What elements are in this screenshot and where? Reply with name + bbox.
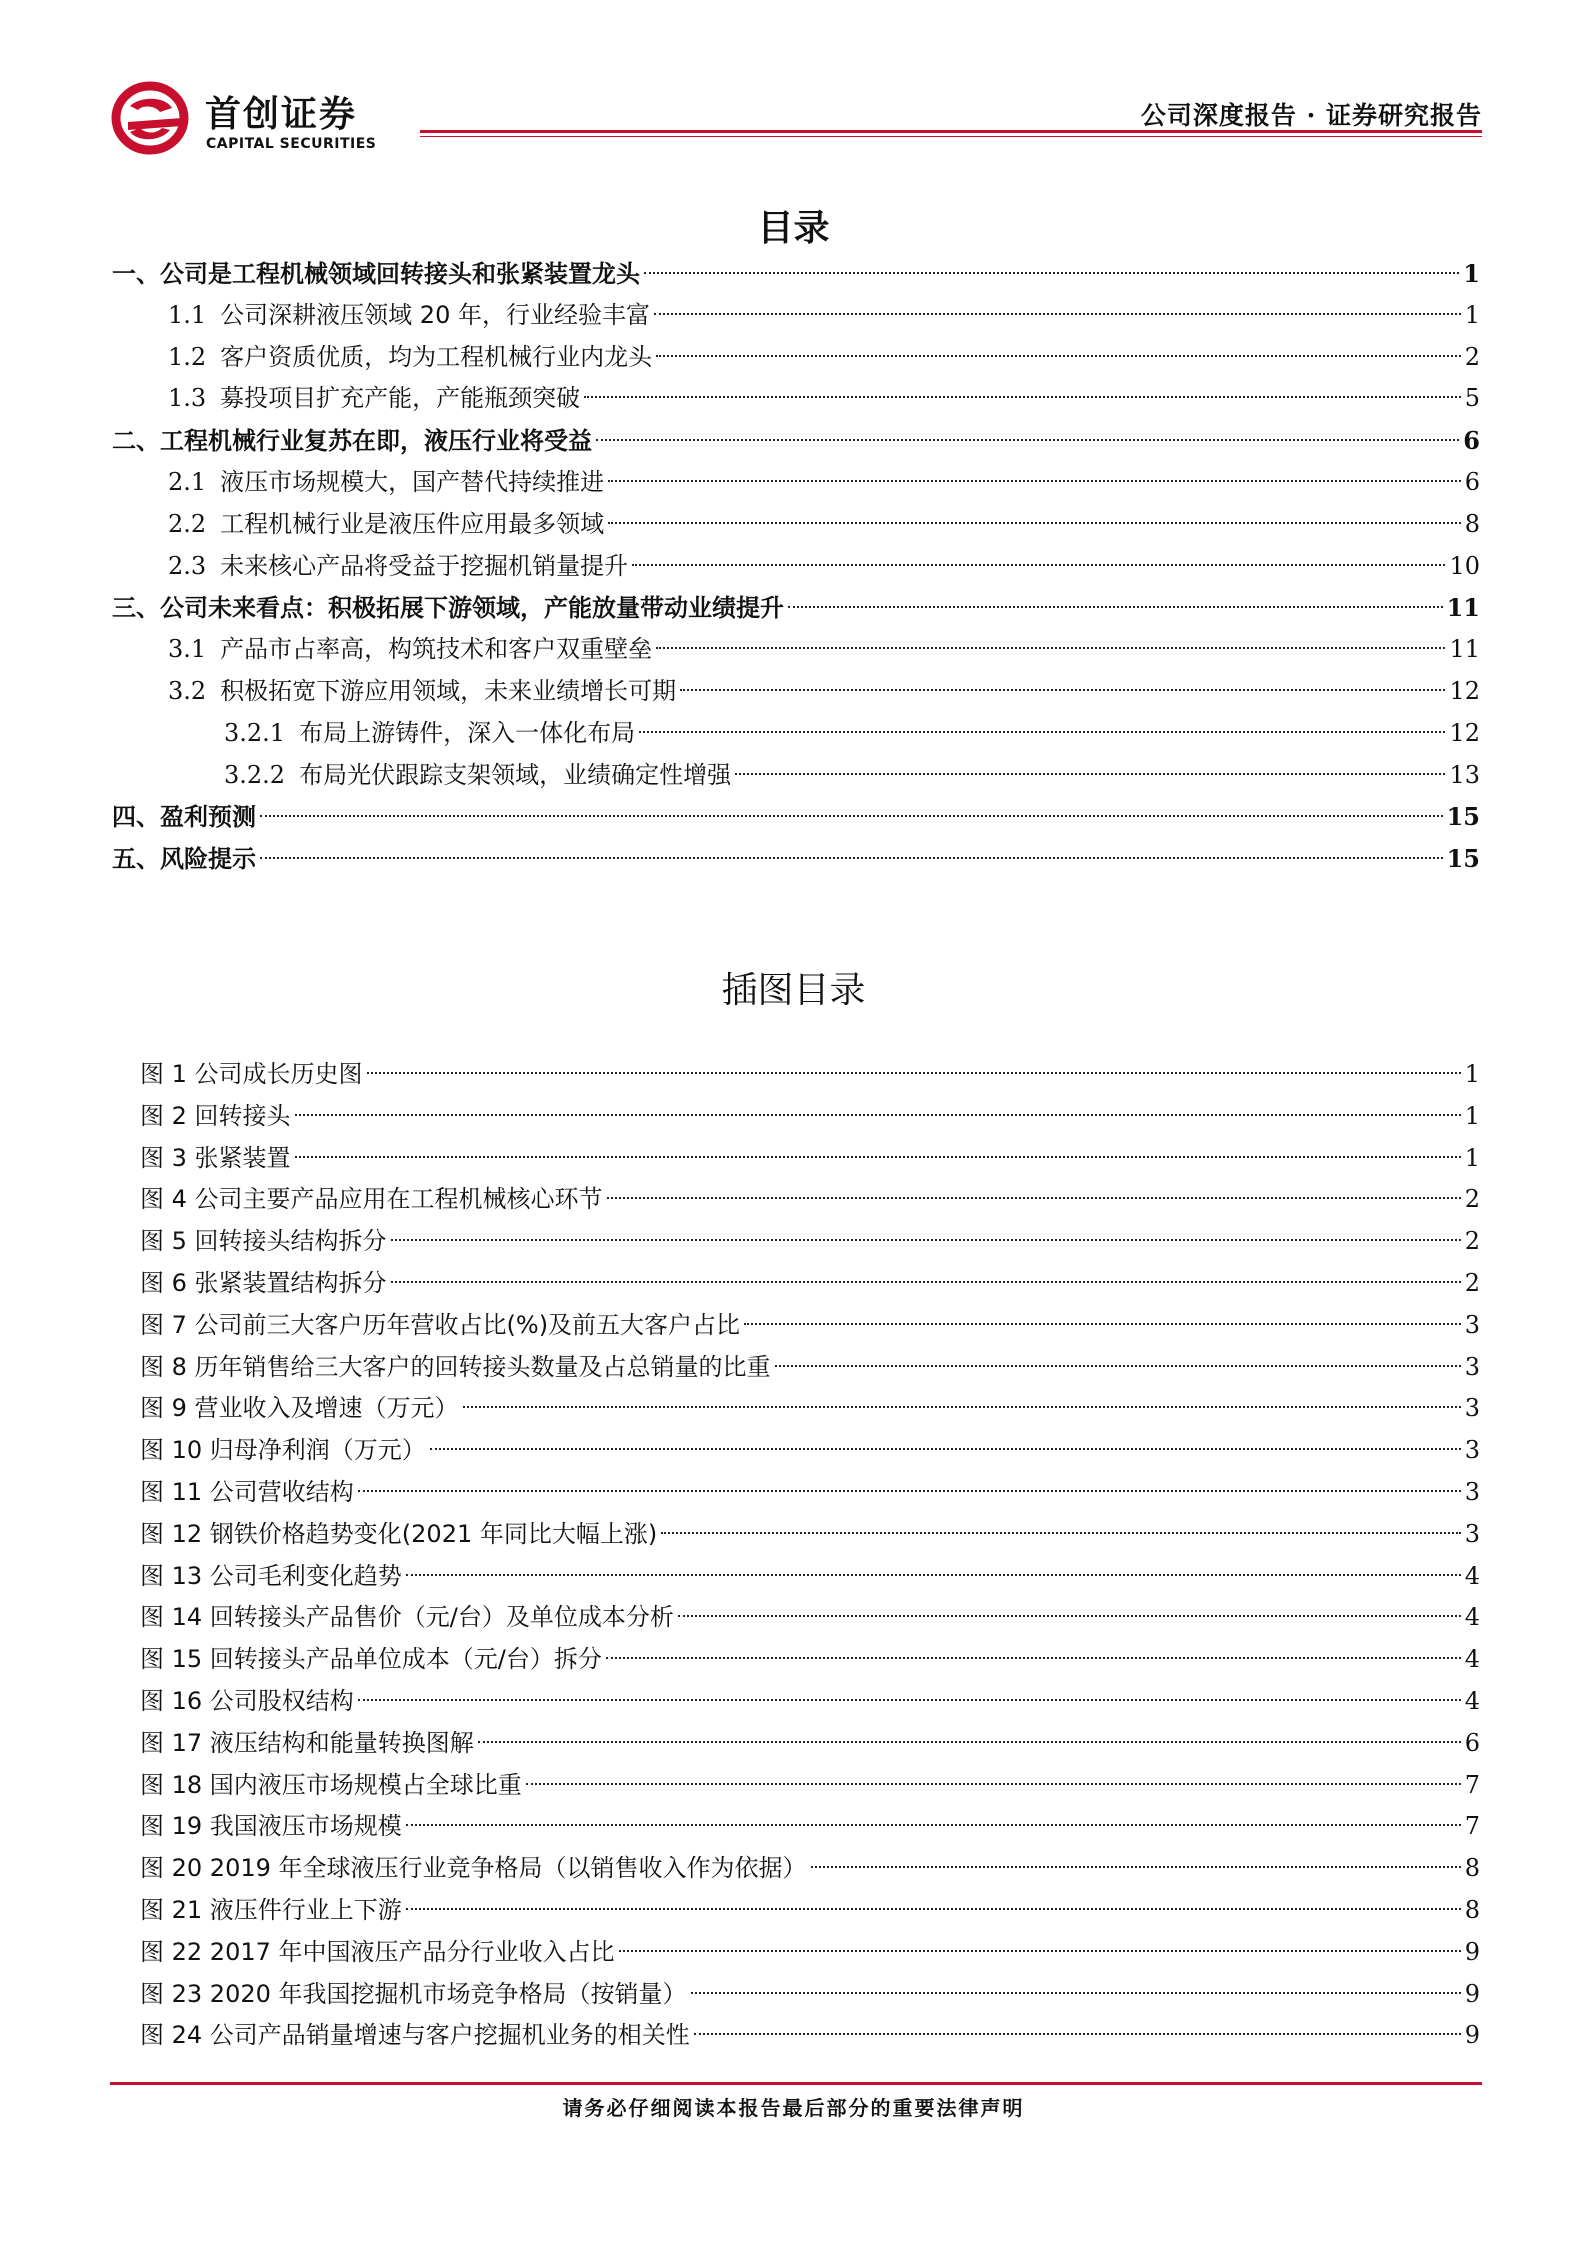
toc-entry[interactable] <box>112 671 1480 713</box>
dot-leader <box>584 396 1461 398</box>
toc-entry-text: 液压市场规模大，国产替代持续推进 <box>220 467 605 496</box>
dot-leader <box>691 1992 1461 1994</box>
figure-list <box>140 1054 1480 2057</box>
dot-leader <box>775 1365 1461 1367</box>
toc-entry-page: 13 <box>1449 760 1480 789</box>
dot-leader <box>391 1281 1461 1283</box>
toc-entry-text: 盈利预测 <box>160 803 256 832</box>
figure-entry[interactable] <box>140 1054 1480 1096</box>
toc-entry-page: 15 <box>1446 802 1480 832</box>
figure-entry-page: 1 <box>1464 1101 1480 1130</box>
toc-entry-number: 2.3 <box>168 551 207 580</box>
figure-entry-page: 7 <box>1464 1812 1480 1841</box>
toc-title: 目录 <box>757 208 830 249</box>
dot-leader <box>632 564 1445 566</box>
figure-entry[interactable] <box>140 1263 1480 1305</box>
figure-entry-label: 图 9 营业收入及增速（万元） <box>140 1394 459 1423</box>
dot-leader <box>295 1156 1461 1158</box>
toc-entry-page: 8 <box>1464 509 1480 538</box>
toc-entry-page: 11 <box>1449 635 1480 664</box>
toc-entry-number: 1.1 <box>168 300 207 329</box>
toc-entry-number: 1.2 <box>168 342 207 371</box>
report-type-label: 公司深度报告 · 证券研究报告 <box>1140 101 1482 130</box>
figure-entry-label: 图 5 回转接头结构拆分 <box>140 1227 387 1256</box>
header-divider-thin <box>420 136 1482 137</box>
figure-entry[interactable] <box>140 1305 1480 1347</box>
dot-leader <box>644 272 1459 274</box>
toc-entry[interactable] <box>112 253 1480 295</box>
toc-entry-text: 公司深耕液压领域 20 年，行业经验丰富 <box>220 300 650 329</box>
figure-entry[interactable] <box>140 1765 1480 1807</box>
figure-entry-label: 图 22 2017 年中国液压产品分行业收入占比 <box>140 1937 615 1966</box>
figure-entry[interactable] <box>140 1890 1480 1932</box>
logo-chinese-name: 首创证券 <box>205 94 358 135</box>
toc-entry-number: 2.1 <box>168 467 207 496</box>
figure-entry-label: 图 20 2019 年全球液压行业竞争格局（以销售收入作为依据） <box>140 1854 807 1883</box>
figure-entry-label: 图 15 回转接头产品单位成本（元/台）拆分 <box>140 1645 602 1674</box>
toc-entry[interactable] <box>112 587 1480 629</box>
toc-entry-text: 公司是工程机械领域回转接头和张紧装置龙头 <box>160 260 640 288</box>
toc-entry-number: 五、 <box>112 845 160 874</box>
capital-securities-logo-icon <box>110 78 200 158</box>
dot-leader <box>526 1783 1461 1785</box>
toc-entry-text: 客户资质优质，均为工程机械行业内龙头 <box>220 342 653 371</box>
figure-entry[interactable] <box>140 2015 1480 2057</box>
dot-leader <box>656 647 1445 649</box>
figure-entry-page: 3 <box>1464 1352 1480 1381</box>
dot-leader <box>596 439 1459 441</box>
dot-leader <box>406 1574 1461 1576</box>
dot-leader <box>694 2033 1461 2035</box>
toc-entry-text: 工程机械行业复苏在即，液压行业将受益 <box>160 427 592 456</box>
toc-entry-page: 6 <box>1463 426 1480 456</box>
dot-leader <box>680 689 1445 691</box>
toc-entry-number: 3.2 <box>168 676 207 705</box>
figure-entry[interactable] <box>140 1597 1480 1639</box>
dot-leader <box>463 1406 1461 1408</box>
toc-entry[interactable] <box>112 504 1480 546</box>
figure-entry-label: 图 8 历年销售给三大客户的回转接头数量及占总销量的比重 <box>140 1352 771 1381</box>
figure-entry-label: 图 11 公司营收结构 <box>140 1477 354 1506</box>
figure-entry-label: 图 12 钢铁价格趋势变化(2021 年同比大幅上涨) <box>140 1519 658 1548</box>
figure-entry[interactable] <box>140 1430 1480 1472</box>
toc-entry-text: 工程机械行业是液压件应用最多领域 <box>220 509 605 538</box>
figure-entry-page: 9 <box>1464 1979 1480 2008</box>
figure-entry-page: 3 <box>1464 1310 1480 1339</box>
figure-entry-label: 图 4 公司主要产品应用在工程机械核心环节 <box>140 1185 603 1214</box>
dot-leader <box>406 1908 1461 1910</box>
figure-entry-page: 9 <box>1464 2021 1480 2050</box>
toc-entry-text: 募投项目扩充产能，产能瓶颈突破 <box>220 384 581 413</box>
dot-leader <box>478 1741 1461 1743</box>
dot-leader <box>661 1532 1460 1534</box>
toc-entry[interactable] <box>112 713 1480 755</box>
toc-entry-page: 5 <box>1464 384 1480 413</box>
legal-disclaimer: 请务必仔细阅读本报告最后部分的重要法律声明 <box>562 2096 1025 2120</box>
dot-leader <box>744 1323 1461 1325</box>
toc-entry-text: 积极拓宽下游应用领域，未来业绩增长可期 <box>220 676 677 705</box>
figure-entry-page: 4 <box>1464 1603 1480 1632</box>
figure-entry-page: 1 <box>1464 1060 1480 1088</box>
toc-entry-number: 3.1 <box>168 635 207 664</box>
table-of-contents <box>112 253 1480 880</box>
toc-entry-text: 布局上游铸件，深入一体化布局 <box>299 718 636 747</box>
figure-entry-page: 4 <box>1464 1645 1480 1674</box>
toc-entry-page: 12 <box>1449 676 1480 705</box>
toc-entry-number: 2.2 <box>168 509 207 538</box>
figure-entry-label: 图 23 2020 年我国挖掘机市场竞争格局（按销量） <box>140 1979 687 2008</box>
dot-leader <box>367 1072 1461 1074</box>
footer-divider <box>110 2082 1482 2085</box>
dot-leader <box>391 1239 1461 1241</box>
figure-entry-label: 图 19 我国液压市场规模 <box>140 1812 402 1841</box>
toc-entry[interactable] <box>112 629 1480 671</box>
dot-leader <box>358 1699 1461 1701</box>
figure-entry-label: 图 21 液压件行业上下游 <box>140 1895 402 1924</box>
figure-entry[interactable] <box>140 1388 1480 1430</box>
figure-entry[interactable] <box>140 1221 1480 1263</box>
toc-entry-page: 6 <box>1464 467 1480 496</box>
dot-leader <box>260 857 1443 859</box>
dot-leader <box>606 1657 1461 1659</box>
figure-entry[interactable] <box>140 1179 1480 1221</box>
toc-entry[interactable] <box>112 420 1480 462</box>
dot-leader <box>608 522 1461 524</box>
toc-entry-number: 1.3 <box>168 384 207 413</box>
toc-entry[interactable] <box>112 755 1480 797</box>
dot-leader <box>260 815 1443 817</box>
toc-entry-text: 未来核心产品将受益于挖掘机销量提升 <box>220 551 629 580</box>
figure-entry-label: 图 10 归母净利润（万元） <box>140 1436 426 1465</box>
toc-entry[interactable] <box>112 838 1480 880</box>
figure-entry[interactable] <box>140 1514 1480 1556</box>
figure-entry-label: 图 16 公司股权结构 <box>140 1686 354 1715</box>
figure-entry-page: 8 <box>1464 1854 1480 1883</box>
page-header <box>110 78 1482 158</box>
dot-leader <box>619 1950 1461 1952</box>
toc-entry-text: 公司未来看点：积极拓展下游领域，产能放量带动业绩提升 <box>160 594 784 623</box>
toc-entry-text: 产品市占率高，构筑技术和客户双重壁垒 <box>220 635 653 664</box>
dot-leader <box>607 1197 1461 1199</box>
figure-entry[interactable] <box>140 1723 1480 1765</box>
dot-leader <box>295 1114 1461 1116</box>
toc-entry-page: 1 <box>1463 259 1480 288</box>
toc-entry-number: 3.2.2 <box>224 760 286 789</box>
dot-leader <box>654 313 1461 315</box>
figure-entry[interactable] <box>140 1681 1480 1723</box>
toc-entry-number: 三、 <box>112 594 160 623</box>
figure-entry[interactable] <box>140 1848 1480 1890</box>
figure-entry-page: 6 <box>1464 1728 1480 1757</box>
figure-entry-label: 图 14 回转接头产品售价（元/台）及单位成本分析 <box>140 1603 674 1632</box>
figure-entry-page: 1 <box>1464 1143 1480 1172</box>
figure-entry[interactable] <box>140 1639 1480 1681</box>
figure-entry-label: 图 18 国内液压市场规模占全球比重 <box>140 1770 522 1799</box>
figure-entry[interactable] <box>140 1347 1480 1389</box>
toc-entry-number: 3.2.1 <box>224 718 286 747</box>
toc-entry-number: 四、 <box>112 803 160 832</box>
figure-entry[interactable] <box>140 1472 1480 1514</box>
figure-entry[interactable] <box>140 1096 1480 1138</box>
toc-entry-page: 10 <box>1449 551 1480 580</box>
toc-entry-page: 11 <box>1446 593 1480 623</box>
figure-entry-label: 图 24 公司产品销量增速与客户挖掘机业务的相关性 <box>140 2021 690 2050</box>
figure-entry-page: 3 <box>1464 1519 1480 1548</box>
dot-leader <box>811 1866 1461 1868</box>
figure-entry-page: 2 <box>1464 1185 1480 1214</box>
figure-entry-label: 图 1 公司成长历史图 <box>140 1060 363 1088</box>
dot-leader <box>406 1824 1461 1826</box>
figure-entry[interactable] <box>140 1932 1480 1974</box>
figure-entry-page: 2 <box>1464 1268 1480 1297</box>
figure-entry-label: 图 7 公司前三大客户历年营收占比(%)及前五大客户占比 <box>140 1310 741 1339</box>
toc-entry-text: 风险提示 <box>160 845 256 874</box>
toc-entry-text: 布局光伏跟踪支架领域，业绩确定性增强 <box>299 760 732 789</box>
dot-leader <box>358 1490 1461 1492</box>
toc-entry-page: 2 <box>1464 342 1480 371</box>
figure-entry-page: 2 <box>1464 1227 1480 1256</box>
toc-entry[interactable] <box>112 546 1480 588</box>
dot-leader <box>735 773 1445 775</box>
figure-entry-label: 图 6 张紧装置结构拆分 <box>140 1268 387 1297</box>
figure-entry-page: 3 <box>1464 1477 1480 1506</box>
toc-entry-page: 15 <box>1446 844 1480 874</box>
toc-entry[interactable] <box>112 462 1480 504</box>
figure-entry-page: 3 <box>1464 1394 1480 1423</box>
toc-entry[interactable] <box>112 796 1480 838</box>
dot-leader <box>639 731 1445 733</box>
toc-entry-number: 一、 <box>112 260 160 288</box>
toc-entry[interactable] <box>112 337 1480 379</box>
figure-entry-label: 图 17 液压结构和能量转换图解 <box>140 1728 474 1757</box>
dot-leader <box>788 606 1443 608</box>
figure-entry-page: 8 <box>1464 1895 1480 1924</box>
figure-entry[interactable] <box>140 1138 1480 1180</box>
toc-entry-number: 二、 <box>112 427 160 456</box>
dot-leader <box>656 355 1461 357</box>
figure-list-title: 插图目录 <box>721 970 866 1011</box>
logo-english-name: CAPITAL SECURITIES <box>206 136 377 152</box>
figure-entry-page: 4 <box>1464 1561 1480 1590</box>
company-logo <box>110 78 200 162</box>
toc-entry-page: 12 <box>1449 718 1480 747</box>
figure-entry-page: 4 <box>1464 1686 1480 1715</box>
dot-leader <box>678 1615 1461 1617</box>
figure-entry[interactable] <box>140 1806 1480 1848</box>
toc-entry-page: 1 <box>1464 300 1480 329</box>
toc-entry[interactable] <box>112 295 1480 337</box>
figure-entry-label: 图 13 公司毛利变化趋势 <box>140 1561 402 1590</box>
figure-entry-label: 图 3 张紧装置 <box>140 1143 291 1172</box>
dot-leader <box>608 480 1461 482</box>
figure-entry-label: 图 2 回转接头 <box>140 1101 291 1130</box>
dot-leader <box>430 1448 1461 1450</box>
figure-entry-page: 7 <box>1464 1770 1480 1799</box>
figure-entry-page: 3 <box>1464 1436 1480 1465</box>
figure-entry[interactable] <box>140 1556 1480 1598</box>
toc-entry[interactable] <box>112 378 1480 420</box>
figure-entry-page: 9 <box>1464 1937 1480 1966</box>
figure-entry[interactable] <box>140 1974 1480 2016</box>
